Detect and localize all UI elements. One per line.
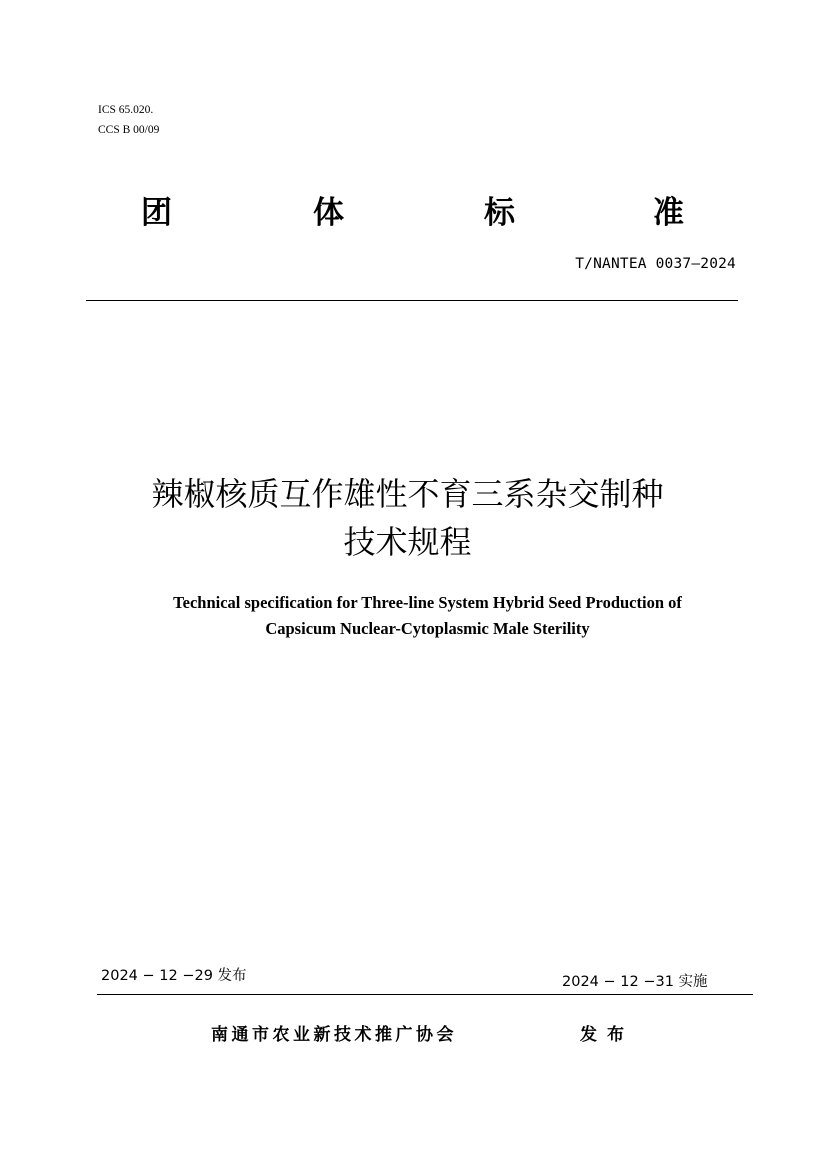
standard-type-char-4: 准 [653, 195, 684, 231]
title-cn-line-1: 辣椒核质互作雄性不育三系杂交制种 [151, 475, 664, 513]
standard-type-heading [0, 188, 815, 238]
title-en-line-2: Capsicum Nuclear-Cytoplasmic Male Sterility [265, 619, 590, 638]
ics-code: ICS 65.020. [98, 104, 154, 116]
standard-type-char-3: 标 [484, 195, 515, 231]
top-divider [86, 300, 738, 301]
issue-date: 2024 − 12 −29 发布 [101, 968, 247, 984]
standard-number: T/NANTEA 0037—2024 [575, 256, 736, 272]
bottom-divider [97, 994, 753, 995]
standard-type-char-1: 团 [141, 195, 172, 231]
publisher-name: 南通市农业新技术推广协会 [211, 1025, 457, 1045]
standard-type-char-2: 体 [313, 195, 344, 231]
title-en-line-1: Technical specification for Three-line System Hybrid Seed Production of [173, 593, 682, 612]
title-cn-line-2: 技术规程 [343, 523, 472, 561]
implementation-date: 2024 − 12 −31 实施 [562, 974, 708, 990]
ccs-code: CCS B 00/09 [98, 124, 160, 136]
publish-label: 发布 [580, 1025, 634, 1045]
classification-codes [98, 100, 159, 140]
